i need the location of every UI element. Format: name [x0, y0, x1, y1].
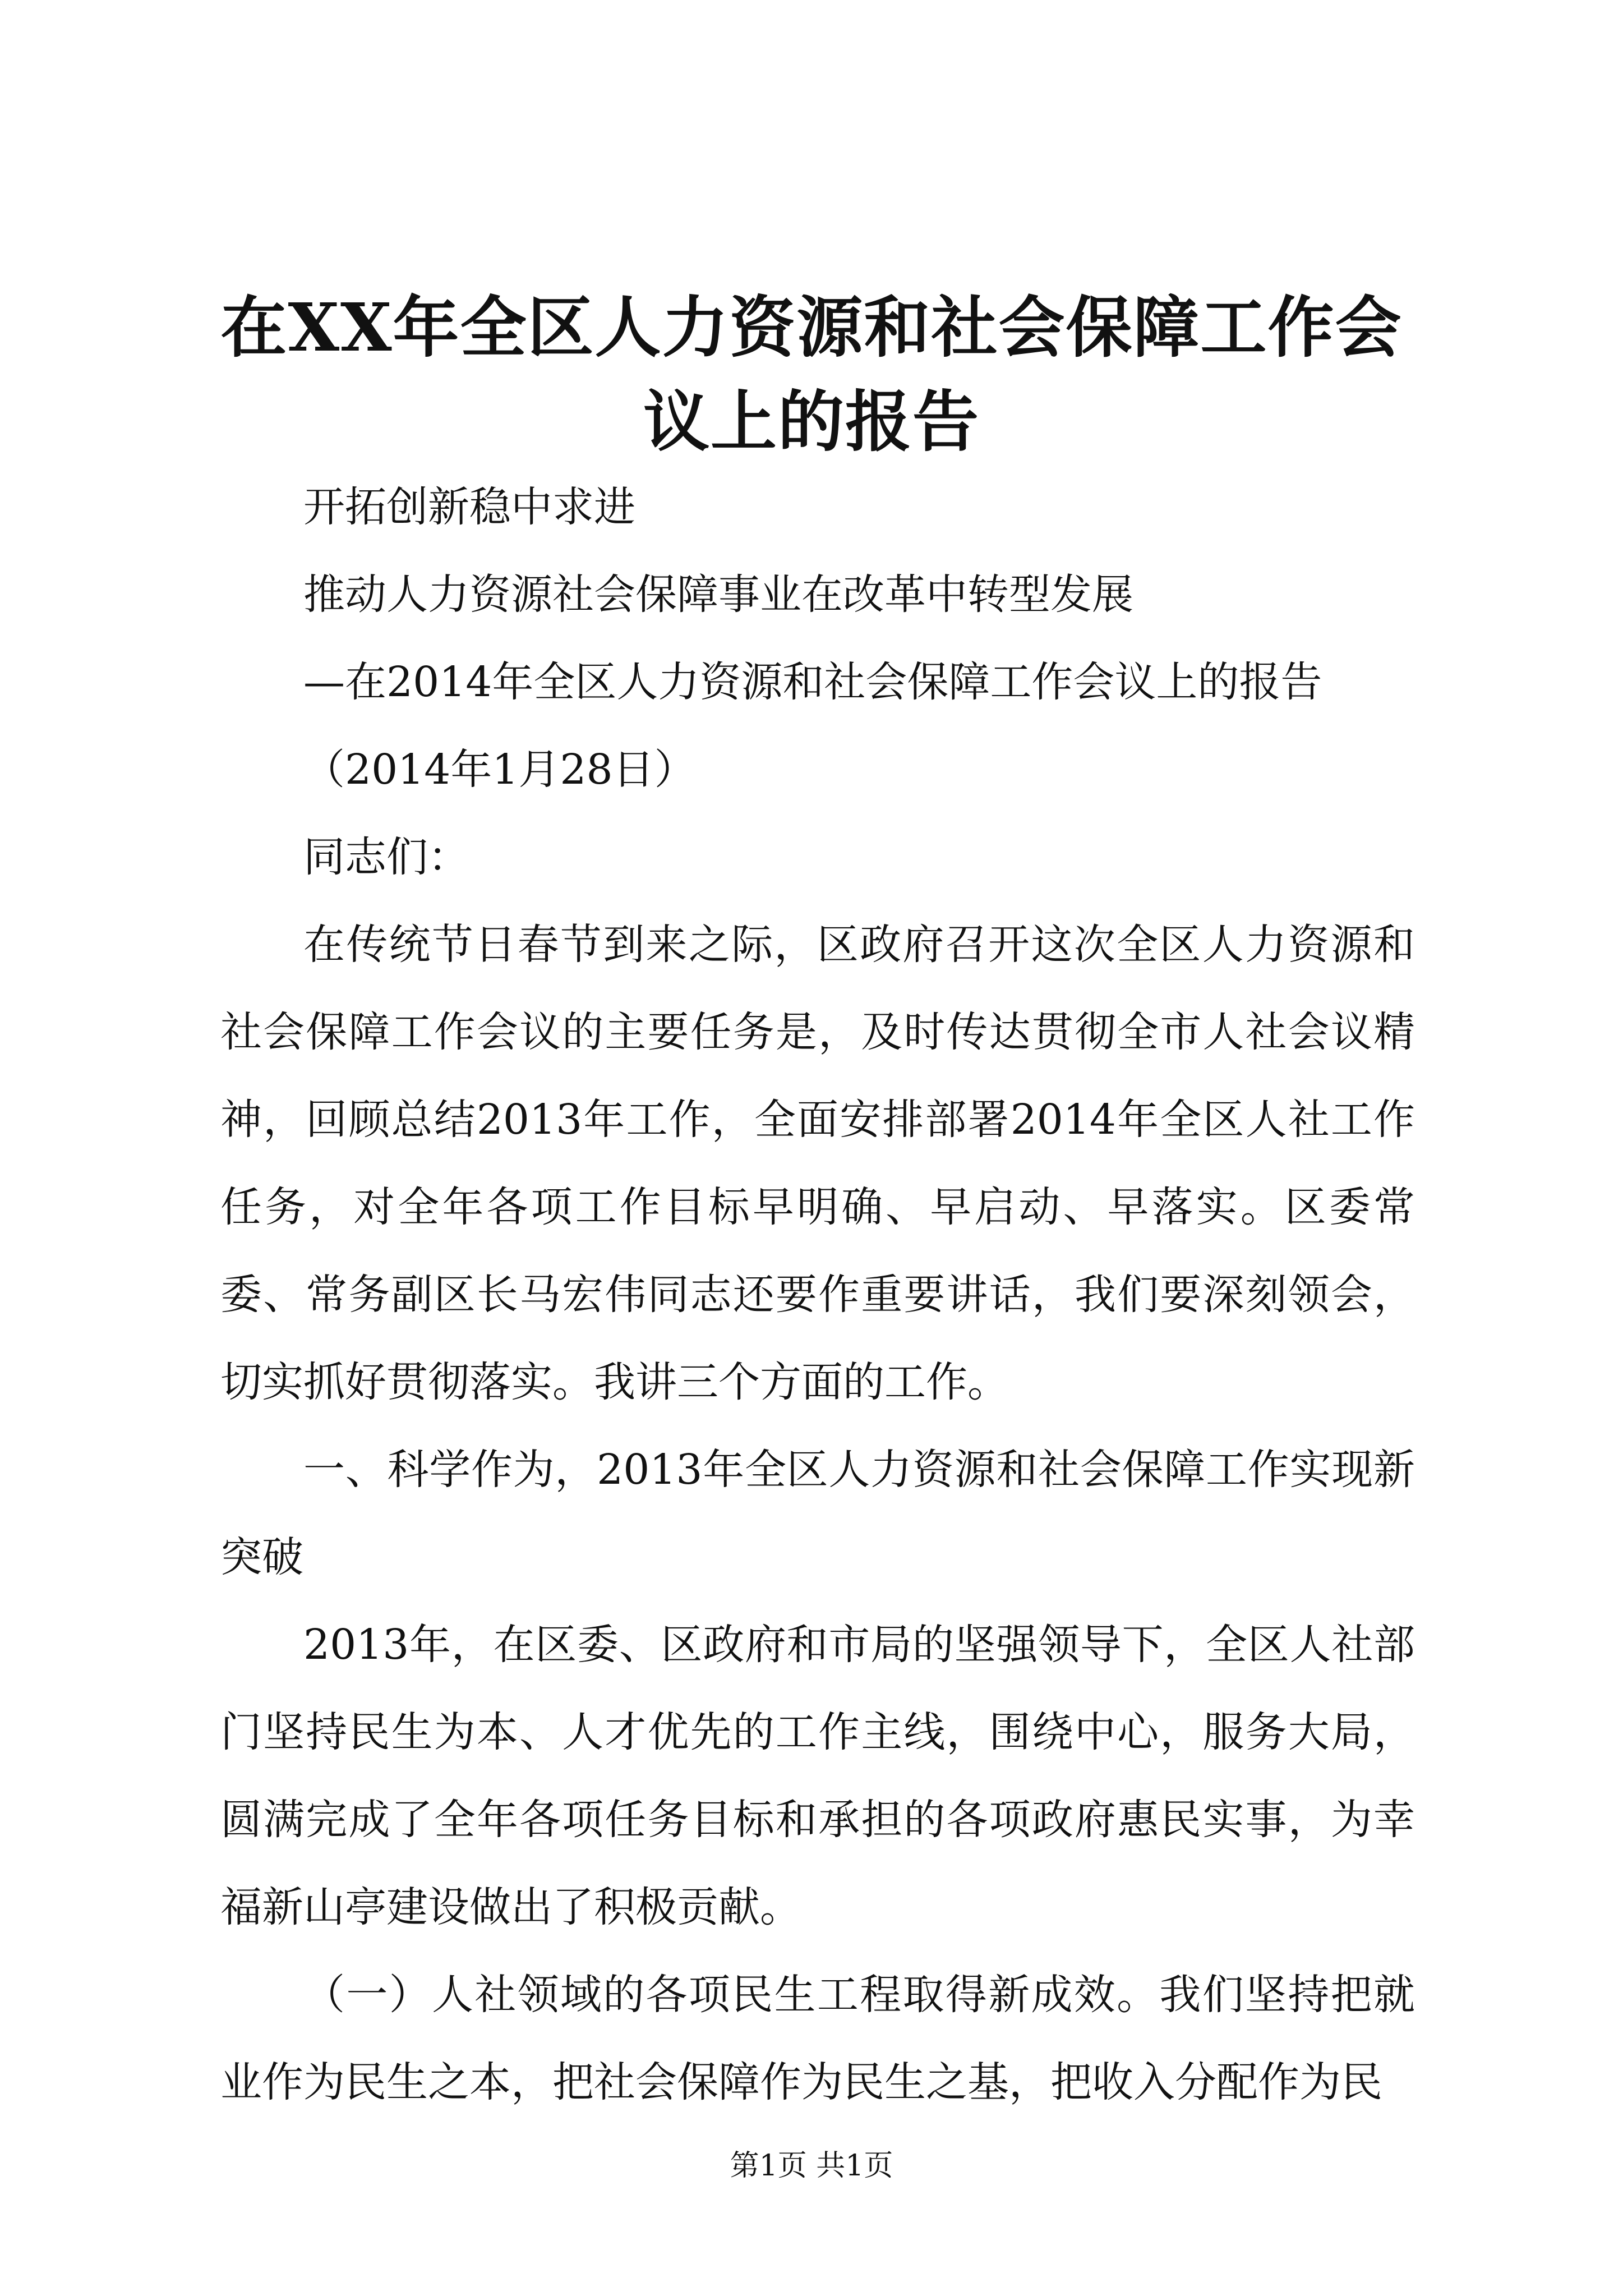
subtitle-line-3: —在2014年全区人力资源和社会保障工作会议上的报告	[303, 658, 1322, 706]
body-paragraph: 在传统节日春节到来之际，区政府召开这次全区人力资源和社会保障工作会议的主要任务是，及时传达贯彻全市人社会议精神，回顾总结2013年工作，全面安排部署2014年全区人社工作任务，对全年各项工作目标早明确、早启动、早落实。区委常委、常务副区长马宏伟同志还要作重要讲话，我们要深刻领会，切实抓好贯彻落实。我讲三个方面的工作。	[220, 921, 1415, 1406]
document-title: 在XX年全区人力资源和社会保障工作会议上的报告	[220, 288, 1403, 461]
page-footer: 第1页 共1页	[730, 2149, 893, 2183]
subtitle-line-1: 开拓创新稳中求进	[303, 483, 635, 531]
salutation: 同志们：	[303, 833, 469, 881]
section-heading: 一、科学作为，2013年全区人力资源和社会保障工作实现新突破	[220, 1446, 1415, 1581]
report-date: （2014年1月28日）	[303, 746, 696, 794]
body-paragraph: 2013年，在区委、区政府和市局的坚强领导下，全区人社部门坚持民生为本、人才优先的工作主线，围绕中心，服务大局，圆满完成了全年各项任务目标和承担的各项政府惠民实事，为幸福新山亭建设做出了积极贡献。	[220, 1621, 1415, 1931]
body-paragraph: （一）人社领域的各项民生工程取得新成效。我们坚持把就业作为民生之本，把社会保障作为民生之基，把收入分配作为民	[220, 1971, 1415, 2106]
subtitle-line-2: 推动人力资源社会保障事业在改革中转型发展	[303, 570, 1133, 619]
document-body	[220, 463, 1415, 2126]
